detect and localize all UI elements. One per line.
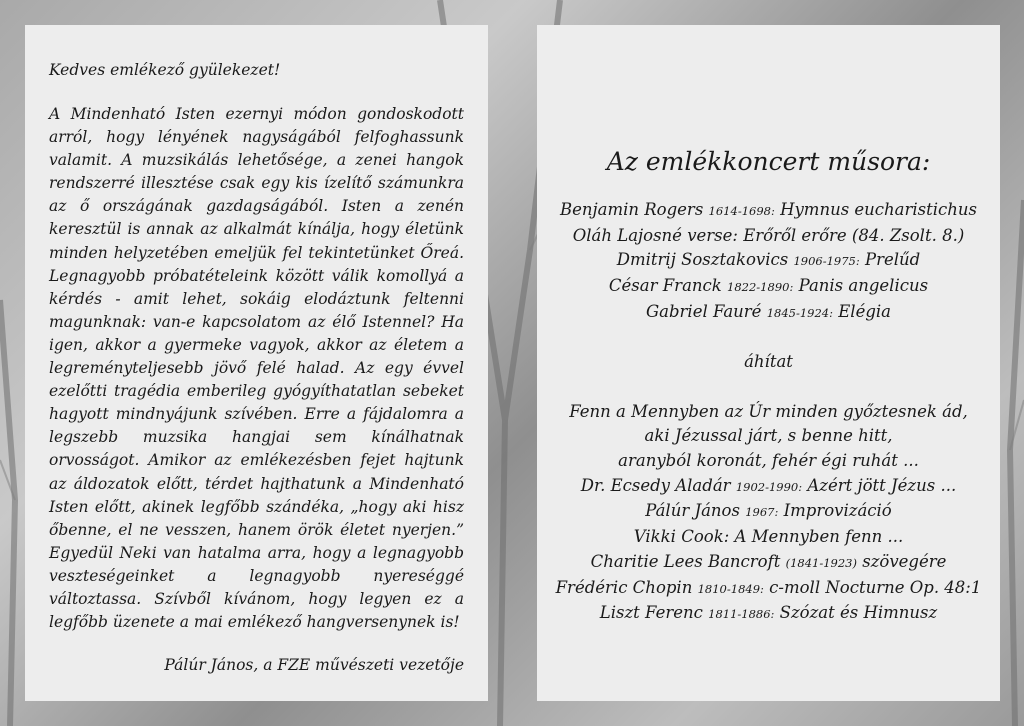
concert-program-panel [537,25,1000,701]
composer-years: 1811-1886: [708,607,775,622]
welcome-letter-panel [25,25,488,701]
program-line: Fenn a Mennyben az Úr minden győztesnek ád, [569,401,968,421]
composer-name: Liszt Ferenc [599,603,703,623]
composer-years: 1845-1924: [766,305,833,320]
letter-body: A Mindenható Isten ezernyi módon gondoskodott arról, hogy lényének nagyságából felfoghassunk valamit. A muzsikálás lehetősége, a zenei hangok rendszerré illesztése csak egy kis ízelítő számunkra az ő országának gazdagságából. Isten a zenén keresztül is annak az alkalmát kínálja, hogy életünk minden helyzetében emeljük fel tekintetünket Őreá. Legnagyobb próbatételeink között válik komollyá a kérdés - amit lehet, sokáig elodáztunk feltenni magunknak: van-e kapcsolatom az élő Istennel? Ha igen, akkor a gyermeke vagyok, akkor az életem a legreményteljesebb jövő felé halad. Az egy évvel ezelőtti tragédia emberileg gyógyíthatatlan sebeket hagyott mindnyájunk szívében. Erre a fájdalomra a legszebb muzsika hangjai sem kínálhatnak orvosságot. Amikor az emlékezésben fejet hajtunk az áldozatok előtt, térdet hajthatunk a Mindenható Isten előtt, akinek legfőbb szándéka, „hogy aki hisz őbenne, el ne vesszen, hanem örök életet nyerjen.” Egyedül Neki van hatalma arra, hogy a legnagyobb veszteségeinket a legnagyobb nyereséggé változtassa. Szívből kívánom, hogy legyen ez a legfőbb üzenete a mai emlékező hangversenynek is! [49,105,464,632]
work-title: Panis angelicus [798,276,929,296]
program-item [537,601,1000,627]
program-item [537,499,1000,525]
program-line: aki Jézussal járt, s benne hitt, [644,426,893,446]
work-title: Improvizáció [783,501,892,521]
program-item [537,248,1000,274]
composer-name: Charitie Lees Bancroft [590,551,781,571]
program-line: aranyból koronát, fehér égi ruhát ... [618,451,919,470]
program-item [537,300,1000,326]
program-spacer [537,375,1000,400]
letter-signature: Pálúr János, a FZE művészeti vezetője [164,656,464,675]
program-line: Oláh Lajosné verse: Erőről erőre (84. Zsolt. 8.) [572,225,965,245]
composer-years: 1810-1849: [697,581,764,596]
composer-years: (1841-1923) [785,555,857,570]
program-list [537,198,1000,627]
composer-name: Gabriel Fauré [645,301,762,321]
work-title: Prelűd [864,250,921,270]
composer-years: 1822-1890: [727,280,794,295]
composer-years: 1967: [745,505,779,520]
composer-name: Dmitrij Sosztakovics [616,250,789,270]
composer-years: 1906-1975: [793,254,860,269]
program-item [537,576,1000,602]
composer-years: 1614-1698: [708,204,775,218]
program-item [537,474,1000,500]
work-title: Szózat és Himnusz [779,603,938,623]
program-item [537,198,1000,224]
program-item [537,550,1000,576]
program-line: Vikki Cook: A Mennyben fenn ... [633,527,904,547]
program-spacer [537,326,1000,351]
program-line: áhítat [744,352,793,372]
composer-years: 1902-1990: [735,479,803,494]
composer-name: César Franck [608,276,722,296]
work-title: c-moll Nocturne Op. 48:1 [769,577,982,597]
letter-greeting: Kedves emlékező gyülekezet! [49,61,281,79]
composer-name: Dr. Ecsedy Aladár [580,475,731,495]
work-title: Hymnus eucharistichus [780,200,978,219]
work-title: Azért jött Jézus ... [807,475,957,495]
program-item [537,274,1000,300]
program-title: Az emlékkoncert műsora: [606,147,931,176]
composer-name: Frédéric Chopin [555,577,693,597]
work-title: Elégia [838,301,892,321]
composer-name: Pálúr János [645,501,740,521]
composer-name: Benjamin Rogers [559,200,704,219]
work-title: szövegére [862,551,947,571]
